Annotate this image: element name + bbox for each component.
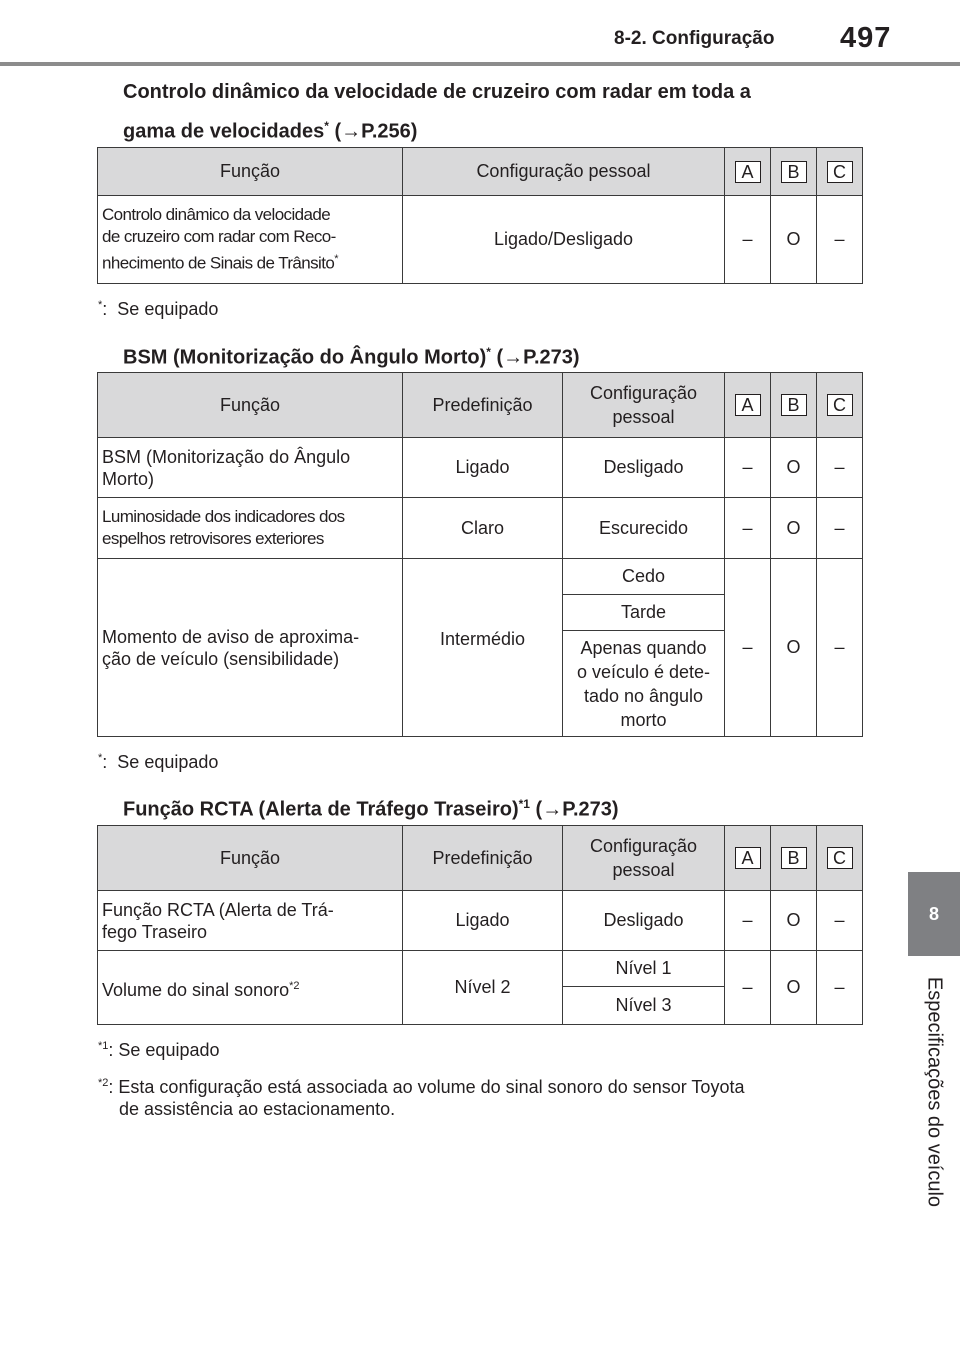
s2-col-b: B	[771, 373, 817, 438]
s2-r3-function: Momento de aviso de aproxima- ção de veículo (sensibilidade)	[98, 559, 403, 737]
s1-col-function: Função	[98, 148, 403, 196]
s3-r1-default: Ligado	[403, 891, 563, 951]
s3-r2-default: Nível 2	[403, 951, 563, 1025]
s1-col-c: C	[817, 148, 863, 196]
s3-r1-b: O	[771, 891, 817, 951]
table-row	[98, 891, 863, 951]
page-number: 497	[840, 22, 892, 54]
s3-r2-personal-opt2: Nível 3	[563, 987, 725, 1025]
s3-r1-personal: Desligado	[563, 891, 725, 951]
section1-table	[97, 147, 863, 284]
s2-r1-personal: Desligado	[563, 438, 725, 498]
s3-col-personal: Configuração pessoal	[563, 826, 725, 891]
s2-r3-c: –	[817, 559, 863, 737]
s2-r2-default: Claro	[403, 498, 563, 559]
s2-r2-b: O	[771, 498, 817, 559]
s2-col-default: Predefinição	[403, 373, 563, 438]
section2-page-ref[interactable]: (→P.273)	[496, 346, 580, 369]
s1-r1-a: –	[725, 196, 771, 284]
s2-r3-personal-opt1: Cedo	[563, 559, 725, 595]
section1-footnote: *: Se equipado	[98, 299, 219, 319]
s3-r2-c: –	[817, 951, 863, 1025]
section2-table	[97, 372, 863, 737]
section2-footnote: *: Se equipado	[98, 752, 219, 772]
s3-col-a: A	[725, 826, 771, 891]
s3-col-b: B	[771, 826, 817, 891]
section3-footnote-2: $^{*2}$: Esta configuração está associada ao volume do sinal sonoro do sensor Toyota de assistência ao estacionamento.	[98, 1077, 745, 1119]
section1-heading-line2: gama de velocidades* (→P.256)	[123, 119, 418, 143]
s3-col-c: C	[817, 826, 863, 891]
s3-r2-b: O	[771, 951, 817, 1025]
s1-r1-personal: Ligado/Desligado	[403, 196, 725, 284]
section-title: 8-2. Configuração	[614, 28, 775, 49]
chapter-number-tab: 8	[908, 872, 960, 956]
table-row	[98, 196, 863, 284]
section1-heading-line1: Controlo dinâmico da velocidade de cruzeiro com radar em toda a	[123, 81, 751, 103]
s2-r1-b: O	[771, 438, 817, 498]
s3-col-function: Função	[98, 826, 403, 891]
s3-r2-a: –	[725, 951, 771, 1025]
table-row	[98, 438, 863, 498]
s1-r1-b: O	[771, 196, 817, 284]
s2-r3-b: O	[771, 559, 817, 737]
table-row	[98, 951, 863, 987]
table-row	[98, 498, 863, 559]
s3-r1-a: –	[725, 891, 771, 951]
s2-r1-c: –	[817, 438, 863, 498]
s1-col-personal: Configuração pessoal	[403, 148, 725, 196]
s3-r2-personal-opt1: Nível 1	[563, 951, 725, 987]
s2-r3-personal-opt2: Tarde	[563, 595, 725, 631]
s2-r3-a: –	[725, 559, 771, 737]
s2-col-a: A	[725, 373, 771, 438]
s2-r1-function: BSM (Monitorização do Ângulo Morto)	[98, 438, 403, 498]
section3-page-ref[interactable]: (→P.273)	[535, 798, 619, 821]
section1-page-ref[interactable]: (→P.256)	[334, 120, 418, 143]
s2-col-c: C	[817, 373, 863, 438]
section3-table	[97, 825, 863, 1025]
s2-r3-personal-opt3: Apenas quando o veículo é dete- tado no ângulo morto	[563, 631, 725, 737]
section2-heading: BSM (Monitorização do Ângulo Morto)* (→P.273)	[123, 345, 580, 369]
s3-r2-function: Volume do sinal sonoro$^{*2}$	[98, 951, 403, 1025]
s2-r1-default: Ligado	[403, 438, 563, 498]
s2-r1-a: –	[725, 438, 771, 498]
chapter-title-vertical: Especificações do veículo	[923, 976, 946, 1208]
section3-heading: Função RCTA (Alerta de Tráfego Traseiro)$^{*1}$ (→P.273)	[123, 797, 619, 821]
section1-heading	[123, 75, 751, 149]
s3-r1-c: –	[817, 891, 863, 951]
s1-col-a: A	[725, 148, 771, 196]
s2-r2-personal: Escurecido	[563, 498, 725, 559]
s2-col-function: Função	[98, 373, 403, 438]
header-divider	[0, 62, 960, 66]
s3-col-default: Predefinição	[403, 826, 563, 891]
s2-r3-default: Intermédio	[403, 559, 563, 737]
s1-r1-c: –	[817, 196, 863, 284]
s2-r2-a: –	[725, 498, 771, 559]
s2-col-personal: Configuração pessoal	[563, 373, 725, 438]
s3-r1-function: Função RCTA (Alerta de Trá- fego Traseiro	[98, 891, 403, 951]
s1-col-b: B	[771, 148, 817, 196]
section3-footnote-1: $^{*1}$: Se equipado	[98, 1040, 220, 1060]
s2-r2-c: –	[817, 498, 863, 559]
s1-r1-function: Controlo dinâmico da velocidade de cruzeiro com radar com Reco- nhecimento de Sinais de Trânsito*	[98, 196, 403, 284]
s2-r2-function: Luminosidade dos indicadores dos espelhos retrovisores exteriores	[98, 498, 403, 559]
table-row	[98, 559, 863, 595]
